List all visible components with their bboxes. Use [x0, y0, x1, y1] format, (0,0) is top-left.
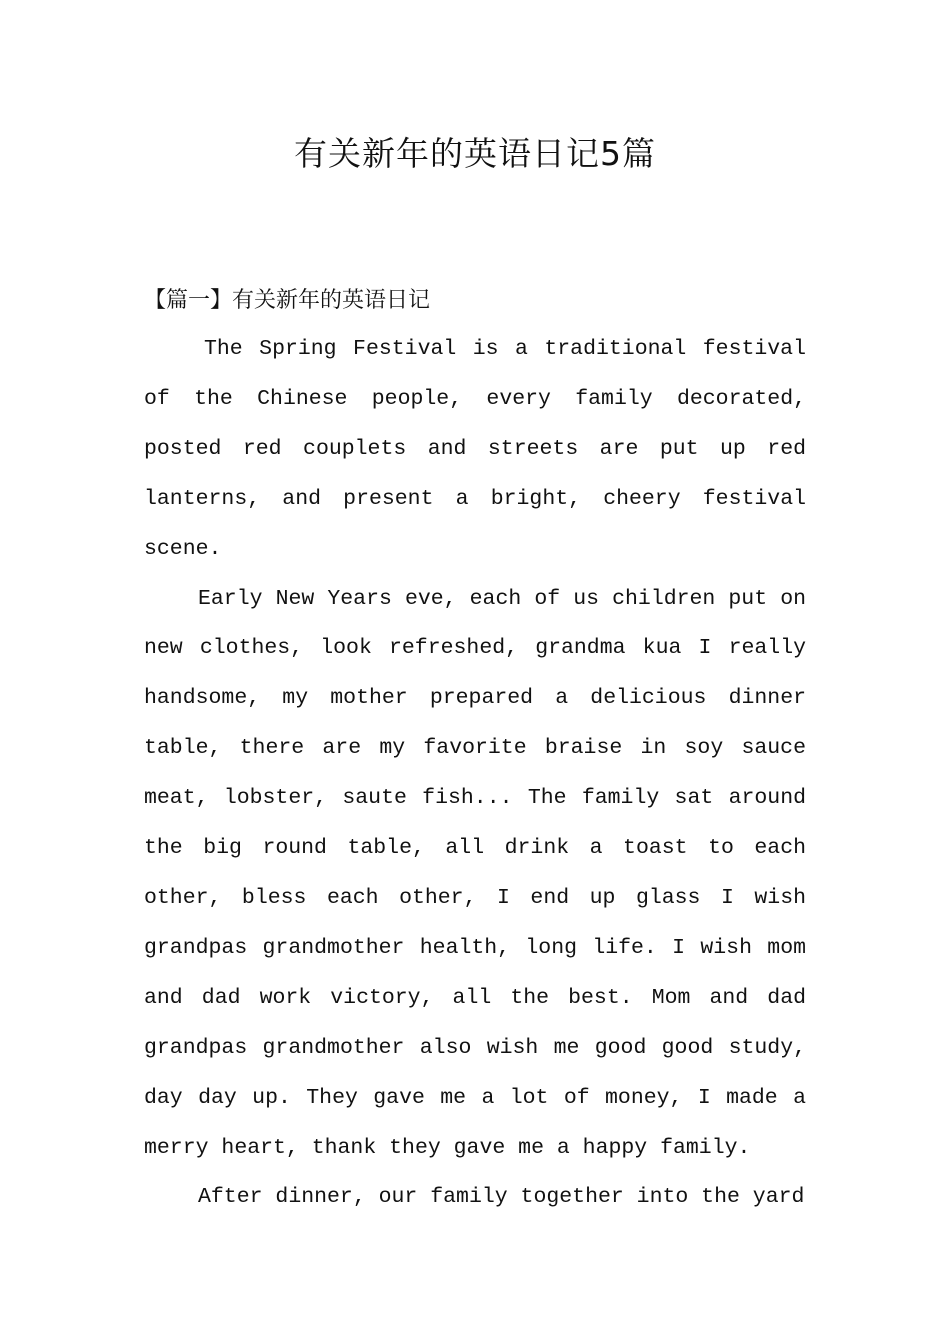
document-body — [144, 325, 806, 1223]
paragraph: Early New Years eve, each of us children put on new clothes, look refreshed, grandma kua I really handsome, my mother prepared a delicious dinner table, there are my favorite braise in soy sauce meat, lobster, saute fish... The family sat around the big round table, all drink a toast to each other, bless each other, I end up glass I wish grandpas grandmother health, long life. I wish mom and dad work victory, all the best. Mom and dad grandpas grandmother also wish me good good study, day day up. They gave me a lot of money, I made a merry heart, thank they gave me a happy family. — [144, 586, 806, 1160]
paragraph: After dinner, our family together into the yard — [198, 1185, 805, 1210]
section-heading: 【篇一】有关新年的英语日记 — [144, 288, 431, 313]
document-title: 有关新年的英语日记5篇 — [294, 134, 656, 173]
paragraph: The Spring Festival is a traditional festival of the Chinese people, every family decorated, posted red couplets and streets are put up red lanterns, and present a bright, cheery festival scene. — [144, 337, 806, 561]
